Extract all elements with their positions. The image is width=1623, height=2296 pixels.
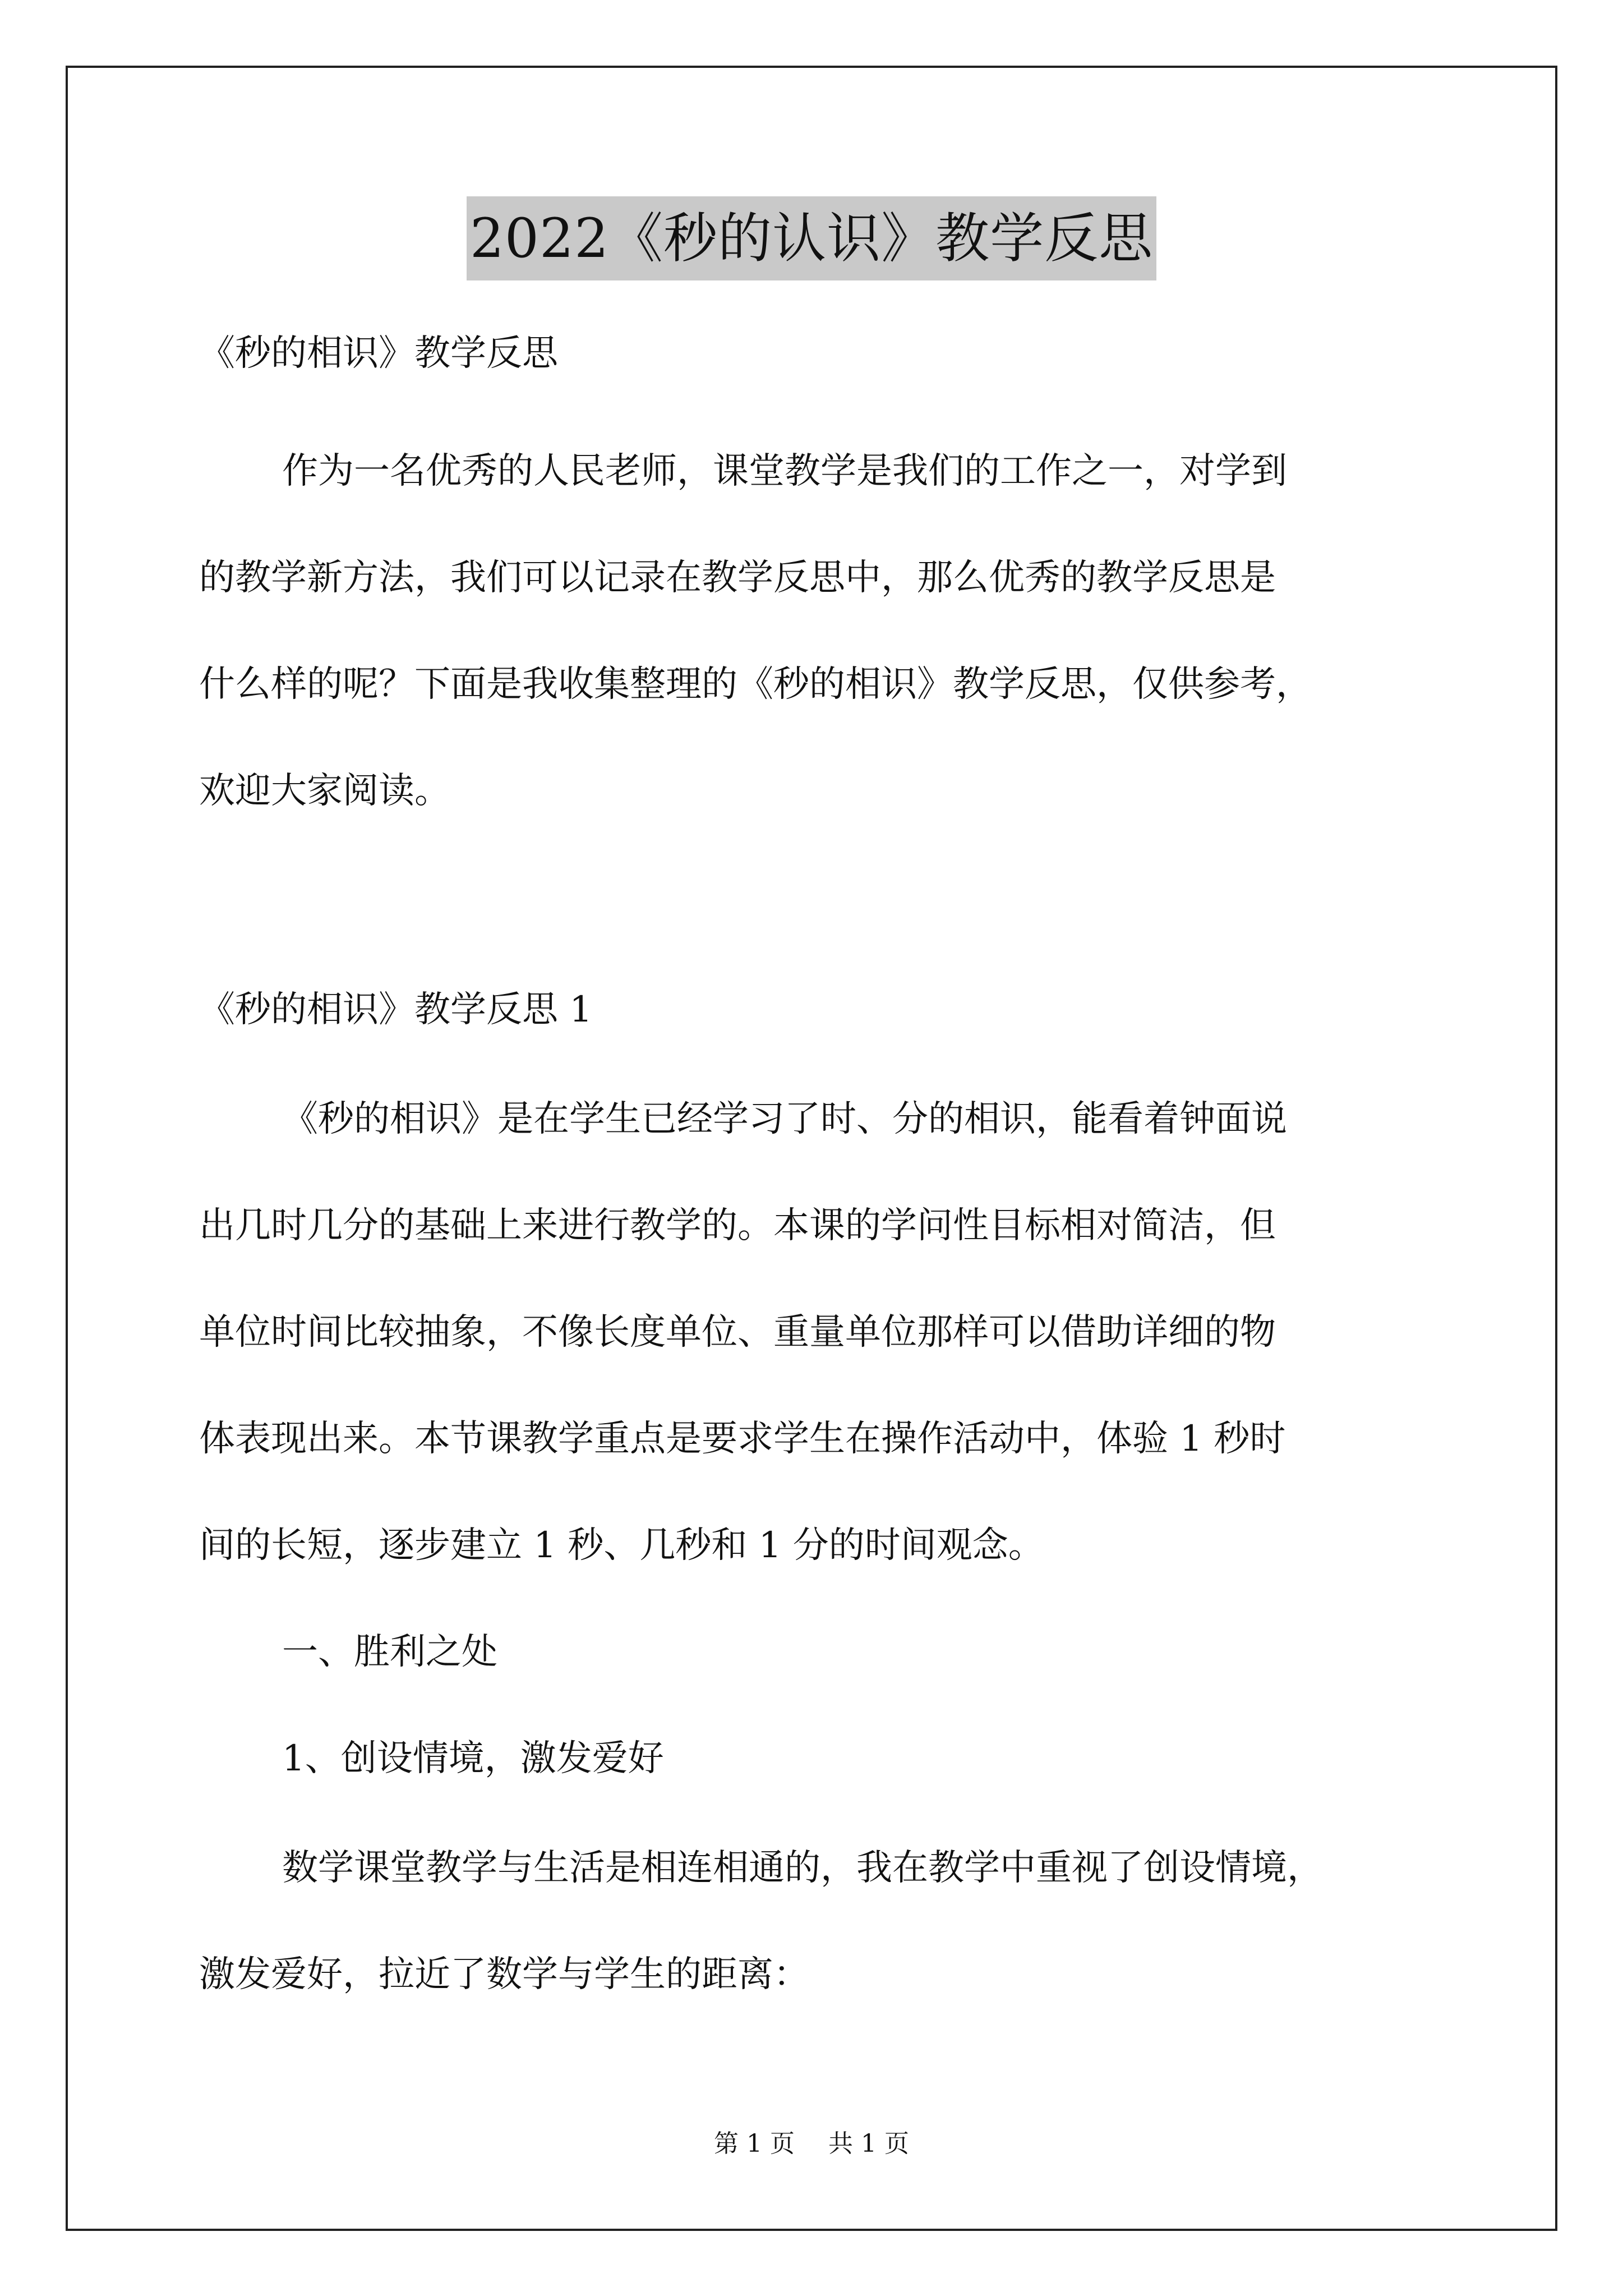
page-footer xyxy=(0,2127,1623,2161)
section-heading-intro: 《秒的相识》教学反思 xyxy=(199,333,558,374)
paragraph-line: 体表现出来。本节课教学重点是要求学生在操作活动中，体验 1 秒时 xyxy=(199,1418,1286,1460)
paragraph-line: 的教学新方法，我们可以记录在教学反思中，那么优秀的教学反思是 xyxy=(199,557,1276,599)
document-title: 2022《秒的认识》教学反思 xyxy=(467,196,1156,280)
paragraph-line: 数学课堂教学与生活是相连相通的，我在教学中重视了创设情境， xyxy=(282,1847,1323,1889)
paragraph-line: 单位时间比较抽象，不像长度单位、重量单位那样可以借助详细的物 xyxy=(199,1312,1276,1353)
page-number-total: 共 1 页 xyxy=(828,2129,909,2158)
page-border xyxy=(66,66,1557,2231)
paragraph-line: 激发爱好，拉近了数学与学生的距离： xyxy=(199,1954,809,1995)
page-number-current: 第 1 页 xyxy=(714,2129,795,2158)
section-heading-1: 《秒的相识》教学反思 1 xyxy=(199,989,593,1030)
subheading-item-1: 1、创设情境，激发爱好 xyxy=(282,1738,664,1779)
paragraph-line: 欢迎大家阅读。 xyxy=(199,770,450,812)
paragraph-line: 什么样的呢？下面是我收集整理的《秒的相识》教学反思，仅供参考， xyxy=(199,664,1312,705)
paragraph-line: 间的长短，逐步建立 1 秒、几秒和 1 分的时间观念。 xyxy=(199,1525,1044,1566)
subheading-success: 一、胜利之处 xyxy=(282,1631,497,1673)
paragraph-line: 出几时几分的基础上来进行教学的。本课的学问性目标相对简洁，但 xyxy=(199,1205,1276,1246)
paragraph-line: 作为一名优秀的人民老师，课堂教学是我们的工作之一，对学到 xyxy=(282,450,1287,492)
title-container xyxy=(0,196,1623,280)
paragraph-line: 《秒的相识》是在学生已经学习了时、分的相识，能看着钟面说 xyxy=(282,1098,1287,1140)
